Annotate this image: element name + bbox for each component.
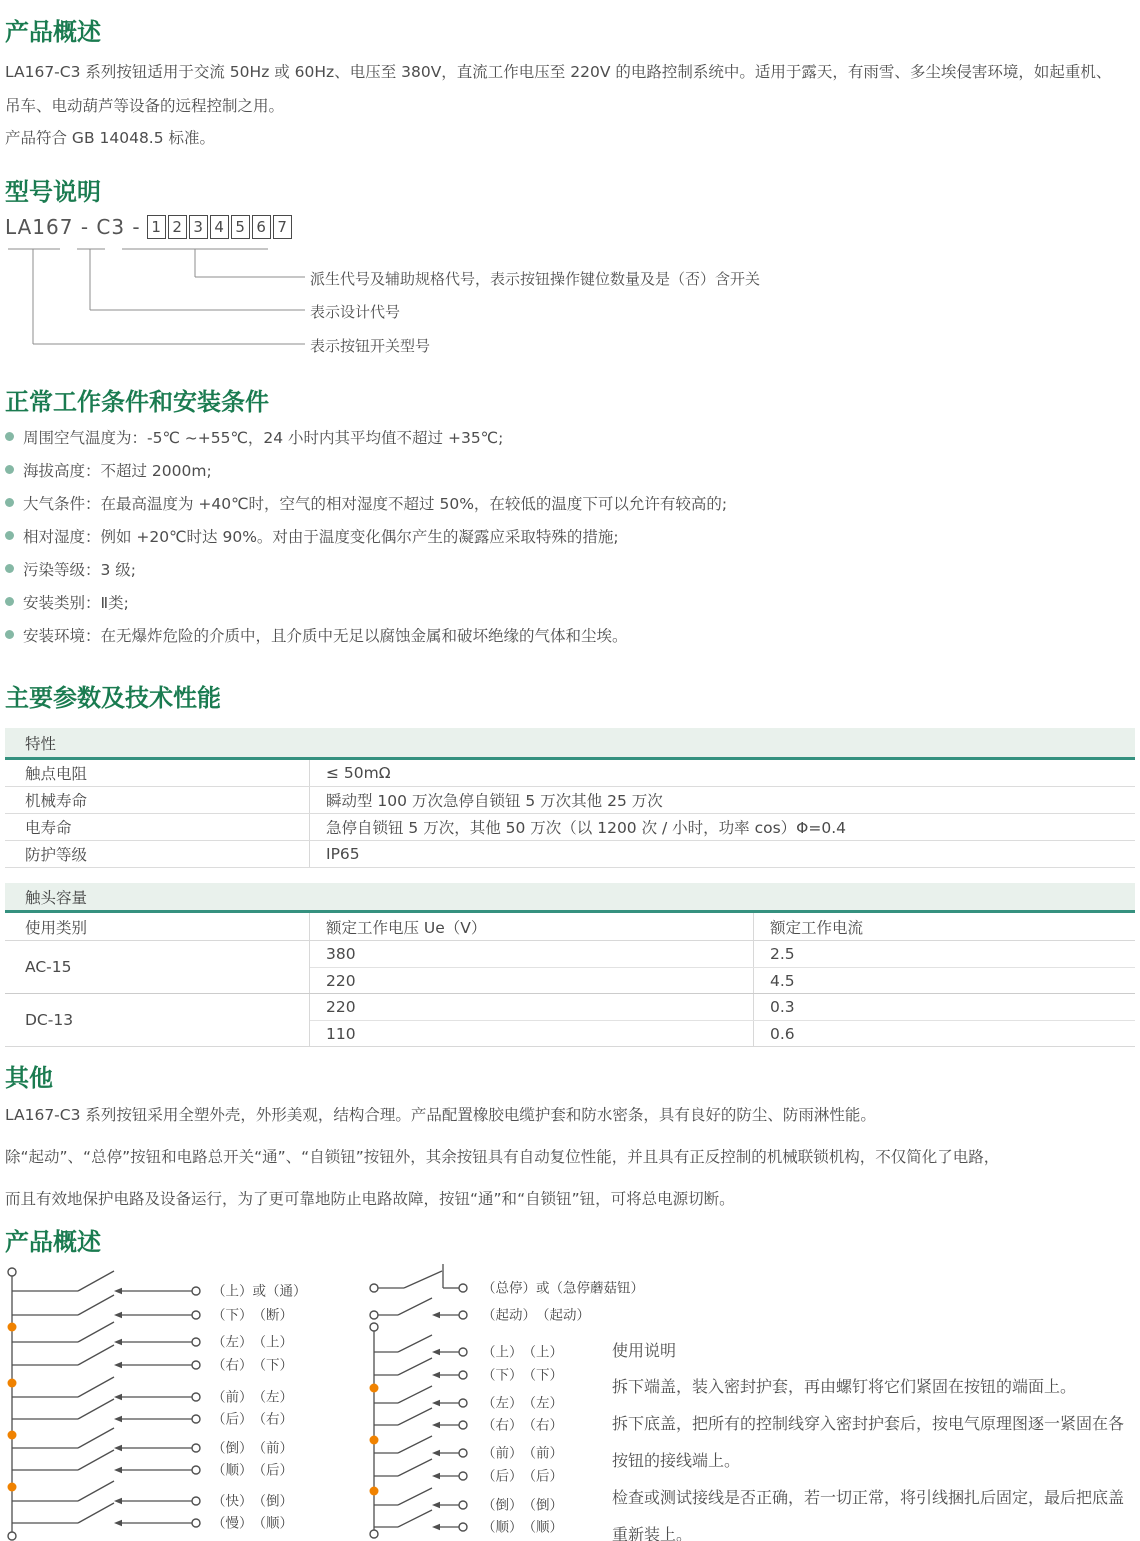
model-label: 派生代号及辅助规格代号，表示按钮操作键位数量及是（否）含开关 [310,270,761,288]
contact-arrow [432,1524,440,1530]
table-row [5,787,1135,814]
category-cell: DC-13 [25,1011,74,1029]
switch-label: （倒） （前） [212,1440,293,1457]
switch-label: （起动） （起动） [482,1307,590,1324]
terminal-circle [370,1284,378,1292]
bullet-icon [5,531,14,540]
terminal-circle [459,1311,467,1319]
section-heading-model: 型号说明 [5,178,101,206]
bullet-icon [5,597,14,606]
table-row [310,941,1135,967]
table-caption: 特性 [5,728,1135,760]
list-item [5,453,727,486]
bullet-icon [5,564,14,573]
section-heading-other: 其他 [5,1064,53,1092]
voltage-cell: 380 [326,945,356,963]
usage-line: 重新装上。 [612,1525,693,1541]
terminal-circle [370,1530,378,1538]
standard-line: 产品符合 GB 14048.5 标准。 [5,129,216,147]
contact-arrow [432,1349,440,1355]
list-item [5,420,727,453]
junction-dot [8,1483,17,1492]
switch-label: （左） （左） [482,1395,563,1412]
voltage-cell: 110 [326,1024,356,1043]
terminal-circle [192,1287,200,1295]
row-label: 触点电阻 [25,765,88,783]
column-header: 额定工作电流 [753,913,1135,940]
contact-arrow [114,1445,122,1451]
junction-dot [8,1379,17,1388]
usage-line: 拆下端盖，装入密封护套，再由螺钉将它们紧固在按钮的端面上。 [612,1377,1077,1396]
terminal-circle [459,1284,467,1292]
contact-arrow [114,1416,122,1422]
switch-label: （快） （倒） [212,1493,293,1510]
switch-label: （右） （下） [212,1357,293,1374]
wire [398,1335,432,1352]
row-label: 电寿命 [25,819,72,837]
switch-label: （总停）或（急停蘑菇钮） [482,1280,644,1297]
terminal-circle [459,1348,467,1356]
switch-label: （下） （下） [482,1367,563,1384]
terminal-circle [459,1501,467,1509]
switch-label: （后） （右） [212,1411,293,1428]
row-label: 机械寿命 [25,792,88,810]
wire [78,1345,114,1365]
terminal-circle [192,1311,200,1319]
wire [398,1488,432,1505]
overview-line: 吊车、电动葫芦等设备的远程控制之用。 [5,97,285,115]
wire [78,1322,114,1342]
sub-rows [309,941,1135,993]
terminal-circle [8,1268,16,1276]
wire [398,1510,432,1527]
table-caption: 触头容量 [5,883,1135,913]
wire [398,1459,432,1476]
wire [78,1428,114,1448]
other-line: 而且有效地保护电路及设备运行，为了更可靠地防止电路故障，按钮“通”和“自锁钮”钮，可将总电源切断。 [5,1190,735,1208]
junction-dot [8,1431,17,1440]
contact-capacity-table [5,883,1135,1047]
voltage-cell: 220 [326,971,356,990]
bullet-icon [5,630,14,639]
wire [398,1358,432,1375]
list-item [5,552,727,585]
switch-label: （倒） （倒） [482,1497,563,1514]
usage-line: 按钮的接线端上。 [612,1451,741,1470]
contact-arrow [114,1288,122,1294]
row-value: ≤ 50mΩ [309,760,1135,786]
condition-text: 海拔高度：不超过 2000m; [23,461,212,480]
other-line: 除“起动”、“总停”按钮和电路总开关“通”、“自锁钮”按钮外，其余按钮具有自动复位性能，并且具有正反控制的机械联锁机构，不仅简化了电路， [5,1148,1000,1166]
wire [398,1436,432,1453]
terminal-circle [192,1338,200,1346]
switch-label: （上） （上） [482,1344,563,1361]
column-header: 额定工作电压 Ue（V） [309,913,753,940]
table-row [310,1020,1135,1046]
list-item [5,585,727,618]
table-row [5,760,1135,787]
wire [78,1481,114,1501]
voltage-cell: 220 [326,998,356,1016]
model-digit-box: 6 [252,215,271,239]
category-cell: AC-15 [25,958,72,976]
row-label: 防护等级 [25,846,88,864]
wire [398,1408,432,1425]
table-row [310,994,1135,1020]
terminal-circle [8,1532,16,1540]
terminal-circle [370,1323,378,1331]
column-header: 使用类别 [25,918,88,937]
condition-text: 周围空气温度为：-5℃ ~+55℃，24 小时内其平均值不超过 +35℃; [23,428,504,447]
switch-label: （下） （断） [212,1307,293,1324]
table-group-row [5,941,1135,993]
condition-text: 安装环境：在无爆炸危险的介质中，且介质中无足以腐蚀金属和破坏绝缘的气体和尘埃。 [23,626,628,645]
terminal-circle [192,1466,200,1474]
condition-text: 污染等级：3 级; [23,560,137,579]
condition-text: 相对湿度：例如 +20℃时达 90%。对由于温度变化偶尔产生的凝露应采取特殊的措施; [23,527,619,546]
wire [78,1377,114,1397]
junction-dot [370,1487,379,1496]
section-heading-params: 主要参数及技术性能 [5,684,221,712]
condition-text: 大气条件：在最高温度为 +40℃时，空气的相对湿度不超过 50%，在较低的温度下可以允许有较高的; [23,494,728,513]
switch-label: （慢） （顺） [212,1515,293,1532]
table-row [5,841,1135,868]
contact-arrow [114,1339,122,1345]
bullet-icon [5,465,14,474]
terminal-circle [192,1444,200,1452]
terminal-circle [192,1361,200,1369]
contact-arrow [432,1502,440,1508]
model-label: 表示设计代号 [310,303,401,321]
list-item [5,519,727,552]
switch-label: （左） （上） [212,1334,293,1351]
switch-label: （顺） （顺） [482,1519,563,1536]
model-digit-box: 2 [168,215,187,239]
wire [78,1295,114,1315]
current-cell: 0.6 [753,1021,1135,1046]
switch-label: （上）或（通） [212,1283,307,1300]
terminal-circle [192,1519,200,1527]
switch-label: （顺） （后） [212,1462,293,1479]
row-value: 瞬动型 100 万次急停自锁钮 5 万次其他 25 万次 [309,787,1135,813]
contact-arrow [114,1312,122,1318]
usage-line: 拆下底盖，把所有的控制线穿入密封护套后，按电气原理图逐一紧固在各 [612,1414,1125,1433]
usage-title: 使用说明 [612,1341,677,1360]
terminal-circle [459,1449,467,1457]
section-heading-wiring: 产品概述 [5,1228,101,1256]
switch-label: （前） （左） [212,1389,293,1406]
model-digit-box: 1 [147,215,166,239]
switch-label: （后） （后） [482,1468,563,1485]
overview-line: LA167-C3 系列按钮适用于交流 50Hz 或 60Hz、电压至 380V，直流工作电压至 220V 的电路控制系统中。适用于露天，有雨雪、多尘埃侵害环境，如起重机、 [5,63,1112,81]
table-header-row [5,913,1135,941]
model-connector-lines [0,240,320,360]
bullet-icon [5,498,14,507]
wire [78,1271,114,1291]
contact-arrow [432,1400,440,1406]
junction-dot [370,1436,379,1445]
terminal-circle [370,1311,378,1319]
row-value: IP65 [309,841,1135,867]
characteristics-table [5,728,1135,868]
wire [78,1450,114,1470]
contact-arrow [114,1498,122,1504]
wire [404,1271,442,1288]
section-heading-overview: 产品概述 [5,18,101,46]
condition-text: 安装类别：Ⅱ类; [23,593,129,612]
other-line: LA167-C3 系列按钮采用全塑外壳，外形美观，结构合理。产品配置橡胶电缆护套和防水密条，具有良好的防尘、防雨淋性能。 [5,1106,876,1124]
contact-arrow [432,1450,440,1456]
terminal-circle [459,1472,467,1480]
sub-rows [309,994,1135,1046]
list-item [5,486,727,519]
current-cell: 0.3 [753,994,1135,1020]
terminal-circle [459,1523,467,1531]
contact-arrow [432,1312,440,1318]
table-row [5,814,1135,841]
table-row [310,967,1135,993]
wire [398,1298,432,1315]
table-group-row [5,993,1135,1047]
conditions-list [5,420,727,651]
wire [398,1386,432,1403]
terminal-circle [459,1371,467,1379]
row-value: 急停自锁钮 5 万次，其他 50 万次（以 1200 次 / 小时，功率 cos）Φ=0.4 [309,814,1135,840]
bullet-icon [5,432,14,441]
terminal-circle [459,1399,467,1407]
terminal-circle [192,1497,200,1505]
switch-label: （前） （前） [482,1445,563,1462]
junction-dot [8,1323,17,1332]
model-code [5,215,294,239]
model-digit-box: 3 [189,215,208,239]
switch-label: （右） （右） [482,1417,563,1434]
list-item [5,618,727,651]
model-label: 表示按钮开关型号 [310,337,431,355]
terminal-circle [459,1421,467,1429]
contact-arrow [432,1422,440,1428]
wire [78,1503,114,1523]
contact-arrow [114,1394,122,1400]
usage-line: 检查或测试接线是否正确，若一切正常，将引线捆扎后固定，最后把底盖 [612,1488,1125,1507]
model-digit-box: 5 [231,215,250,239]
junction-dot [370,1384,379,1393]
current-cell: 2.5 [753,941,1135,967]
wire [78,1399,114,1419]
model-digit-box: 4 [210,215,229,239]
contact-arrow [114,1362,122,1368]
current-cell: 4.5 [753,968,1135,993]
section-heading-conditions: 正常工作条件和安装条件 [5,388,269,416]
contact-arrow [432,1372,440,1378]
terminal-circle [192,1415,200,1423]
model-prefix: LA167 - C3 - [5,215,141,239]
contact-arrow [114,1467,122,1473]
contact-arrow [432,1473,440,1479]
model-digit-box: 7 [273,215,292,239]
contact-arrow [114,1520,122,1526]
terminal-circle [192,1393,200,1401]
